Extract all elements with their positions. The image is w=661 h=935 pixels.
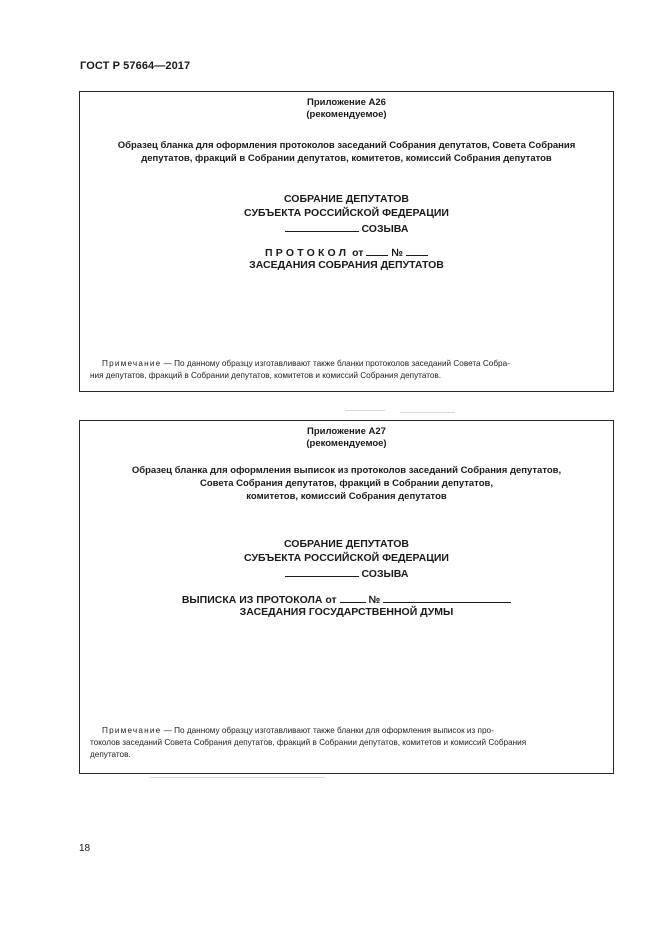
convocation-label: СОЗЫВА xyxy=(361,568,409,580)
appendix-a27-org-line1: СОБРАНИЕ ДЕПУТАТОВ xyxy=(283,538,410,550)
appendix-a27-note-line2: токолов заседаний Совета Собрания депутатов, фракций в Собрании депутатов, комитетов и комиссий Собрания xyxy=(90,738,527,747)
appendix-a26-title: Приложение А26 xyxy=(307,97,386,108)
protocol-from: от xyxy=(352,247,364,259)
appendix-a27-heading-line1: Образец бланка для оформления выписок из протоколов заседаний Собрания депутатов, xyxy=(131,465,562,476)
protocol-date-blank xyxy=(366,244,388,256)
appendix-a26-status: (рекомендуемое) xyxy=(306,109,387,120)
appendix-a27-convocation-line xyxy=(80,565,613,581)
appendix-a27-title: Приложение А27 xyxy=(307,426,386,437)
document-header: ГОСТ Р 57664—2017 xyxy=(80,60,191,72)
appendix-a26-meeting-line: ЗАСЕДАНИЯ СОБРАНИЯ ДЕПУТАТОВ xyxy=(249,259,444,271)
extract-label: ВЫПИСКА ИЗ ПРОТОКОЛА от xyxy=(181,594,337,606)
note-text: — По данному образцу изготавливают также бланки для оформления выписок из про- xyxy=(163,726,494,735)
page-number: 18 xyxy=(79,843,91,854)
appendix-a27-status: (рекомендуемое) xyxy=(306,438,387,449)
appendix-a26-convocation-line xyxy=(80,220,613,236)
scan-artifact xyxy=(400,412,455,413)
appendix-a27-heading-line3: комитетов, комиссий Собрания депутатов xyxy=(246,491,447,502)
convocation-label: СОЗЫВА xyxy=(361,223,409,235)
protocol-word: ПРОТОКОЛ xyxy=(265,247,350,259)
protocol-number-blank xyxy=(406,244,428,256)
appendix-a27-heading-line2: Совета Собрания депутатов, фракций в Собрании депутатов, xyxy=(200,478,493,489)
convocation-blank xyxy=(285,220,359,232)
extract-number-blank xyxy=(383,591,511,603)
appendix-a26-org-line1: СОБРАНИЕ ДЕПУТАТОВ xyxy=(283,193,410,205)
extract-date-blank xyxy=(340,591,366,603)
note-label: Примечание xyxy=(102,359,162,368)
appendix-a26-heading-line1: Образец бланка для оформления протоколов заседаний Собрания депутатов, Совета Собрания xyxy=(117,140,576,151)
note-label: Примечание xyxy=(102,726,162,735)
scan-artifact xyxy=(150,777,325,778)
appendix-a27-meeting-line: ЗАСЕДАНИЯ ГОСУДАРСТВЕННОЙ ДУМЫ xyxy=(239,606,454,618)
appendix-a27-note-line3: депутатов. xyxy=(90,750,131,759)
appendix-a26-heading-line2: депутатов, фракций в Собрании депутатов, комитетов, комиссий Собрания депутатов xyxy=(141,153,552,164)
protocol-number-sign: № xyxy=(391,247,404,259)
appendix-a27-org-line2: СУБЪЕКТА РОССИЙСКОЙ ФЕДЕРАЦИИ xyxy=(244,552,449,564)
scan-artifact xyxy=(345,410,385,411)
convocation-blank xyxy=(285,565,359,577)
appendix-a26-note-line2: ния депутатов, фракций в Собрании депутатов, комитетов и комиссий Собрания депутатов. xyxy=(90,371,442,380)
appendix-a27-frame xyxy=(79,420,614,774)
appendix-a27-note xyxy=(90,725,603,761)
appendix-a27-note-line1 xyxy=(90,725,603,737)
appendix-a26-note-line1 xyxy=(90,358,603,370)
appendix-a26-org-line2: СУБЪЕКТА РОССИЙСКОЙ ФЕДЕРАЦИИ xyxy=(244,207,449,219)
appendix-a26-frame xyxy=(79,91,614,392)
note-text: — По данному образцу изготавливают также бланки протоколов заседаний Совета Собра- xyxy=(163,359,510,368)
extract-number-sign: № xyxy=(368,594,381,606)
appendix-a26-note xyxy=(90,358,603,382)
